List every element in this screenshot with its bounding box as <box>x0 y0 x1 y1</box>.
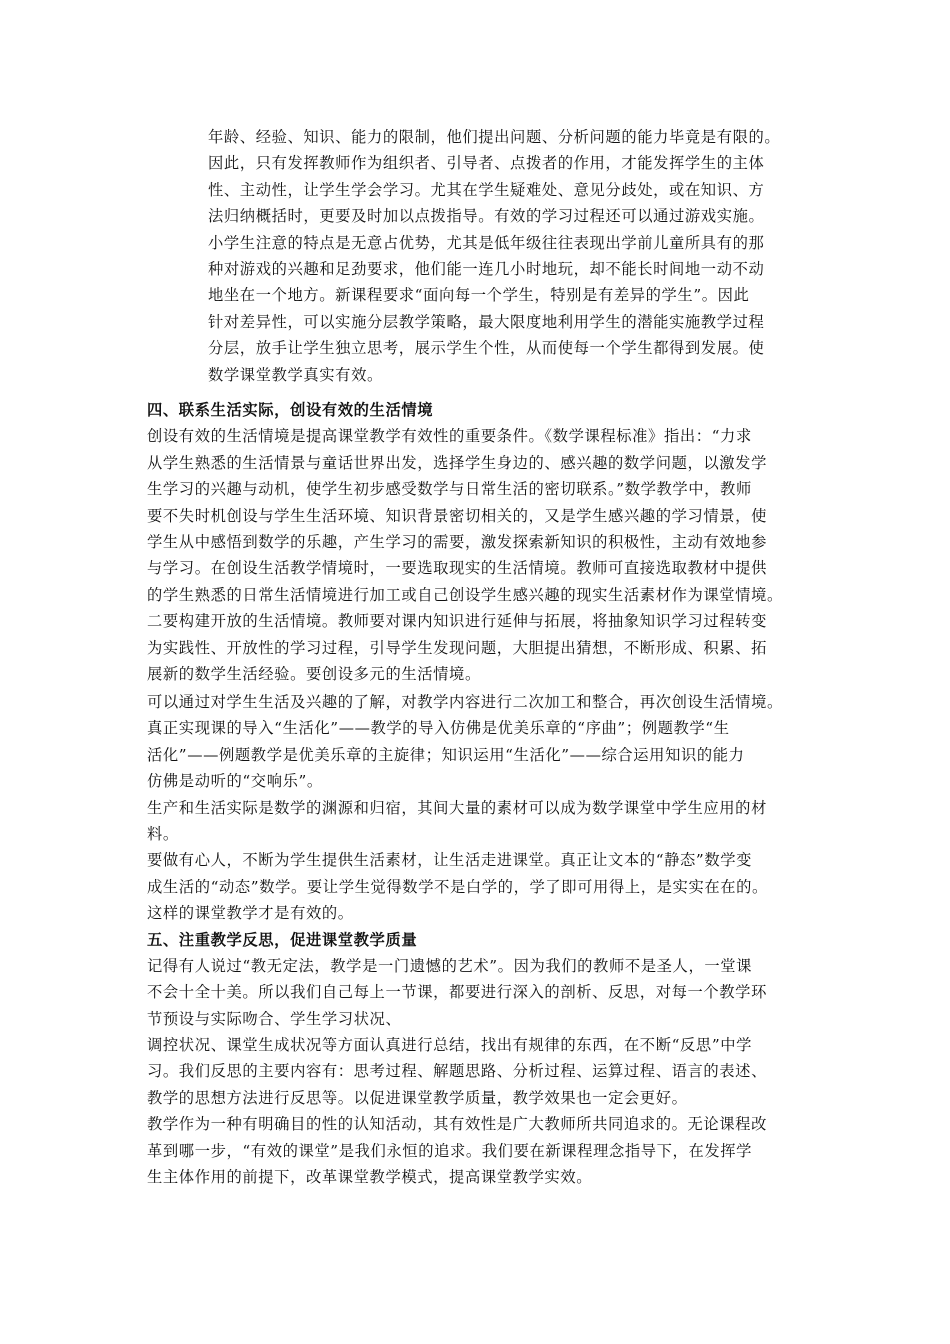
text-line: 生主体作用的前提下，改革课堂教学模式，提高课堂教学实效。 <box>147 1168 593 1187</box>
text-line: 教学的思想方法进行反思等。以促进课堂教学质量，教学效果也一定会更好。 <box>147 1088 688 1107</box>
text-line: 调控状况、课堂生成状况等方面认真进行总结，找出有规律的东西，在不断“反思”中学 <box>147 1036 753 1055</box>
text-line: 分层，放手让学生独立思考，展示学生个性，从而使每一个学生都得到发展。使 <box>208 339 765 358</box>
text-line: 与学习。在创设生活教学情境时，一要选取现实的生活情境。教师可直接选取教材中提供 <box>147 559 767 578</box>
text-line: 生产和生活实际是数学的渊源和归宿，其间大量的素材可以成为数学课堂中学生应用的材 <box>147 798 767 817</box>
text-line: 从学生熟悉的生活情景与童话世界出发，选择学生身边的、感兴趣的数学问题，以激发学 <box>147 453 767 472</box>
text-line: 节预设与实际吻合、学生学习状况、 <box>147 1009 402 1028</box>
text-line: 这样的课堂教学才是有效的。 <box>147 904 354 923</box>
text-line: 要做有心人，不断为学生提供生活素材，让生活走进课堂。真正让文本的“静态”数学变 <box>147 851 753 870</box>
section-4 <box>147 397 783 687</box>
text-line: 生学习的兴趣与动机，使学生初步感受数学与日常生活的密切联系。”数学教学中，教师 <box>147 480 752 499</box>
text-line: 习。我们反思的主要内容有：思考过程、解题思路、分析过程、运算过程、语言的表述、 <box>147 1062 767 1081</box>
text-line: 数学课堂教学真实有效。 <box>208 365 383 384</box>
text-line: 可以通过对学生生活及兴趣的了解，对教学内容进行二次加工和整合，再次创设生活情境。 <box>147 693 783 711</box>
text-line: 二要构建开放的生活情境。教师要对课内知识进行延伸与拓展，将抽象知识学习过程转变 <box>147 612 767 631</box>
text-line: 革到哪一步，“有效的课堂”是我们永恒的追求。我们要在新课程理念指导下，在发挥学 <box>147 1141 753 1160</box>
text-line: 因此，只有发挥教师作为组织者、引导者、点拨者的作用，才能发挥学生的主体 <box>208 154 765 173</box>
text-line: 性、主动性，让学生学会学习。尤其在学生疑难处、意见分歧处，或在知识、方 <box>208 180 765 199</box>
text-line: 小学生注意的特点是无意占优势，尤其是低年级往往表现出学前儿童所具有的那 <box>208 233 765 252</box>
text-line: 不会十全十美。所以我们自己每上一节课，都要进行深入的剖析、反思，对每一个教学环 <box>147 983 767 1002</box>
text-line: 创设有效的生活情境是提高课堂教学有效性的重要条件。《数学课程标准》指出：“力求 <box>147 427 752 446</box>
text-line: 料。 <box>147 824 179 843</box>
text-line: 真正实现课的导入“生活化”——教学的导入仿佛是优美乐章的“序曲”；例题教学“生 <box>147 719 730 738</box>
text-line: 法归纳概括时，更要及时加以点拨指导。有效的学习过程还可以通过游戏实施。 <box>208 207 765 226</box>
text-line: 针对差异性，可以实施分层教学策略，最大限度地利用学生的潜能实施教学过程 <box>208 312 765 331</box>
text-line: 活化”——例题教学是优美乐章的主旋律；知识运用“生活化”——综合运用知识的能力 <box>147 745 745 764</box>
text-line: 展新的数学生活经验。要创设多元的生活情境。 <box>147 664 481 683</box>
section-heading: 五、注重教学反思，促进课堂教学质量 <box>147 930 418 949</box>
indented-paragraph <box>208 124 780 388</box>
text-line: 年龄、经验、知识、能力的限制，他们提出问题、分析问题的能力毕竟是有限的。 <box>208 128 781 146</box>
text-line: 成生活的“动态”数学。要让学生觉得数学不是白学的，学了即可用得上，是实实在在的。 <box>147 877 768 896</box>
text-line: 地坐在一个地方。新课程要求“面向每一个学生，特别是有差异的学生”。因此 <box>208 286 750 305</box>
text-line: 学生从中感悟到数学的乐趣，产生学习的需要，激发探索新知识的积极性，主动有效地参 <box>147 532 767 551</box>
text-line: 仿佛是动听的“交响乐”。 <box>147 772 323 791</box>
section-heading: 四、联系生活实际，创设有效的生活情境 <box>147 401 434 419</box>
text-line: 为实践性、开放性的学习过程，引导学生发现问题，大胆提出猜想，不断形成、积累、拓 <box>147 638 767 657</box>
text-line: 记得有人说过“教无定法，教学是一门遗憾的艺术”。因为我们的教师不是圣人，一堂课 <box>147 956 753 975</box>
text-line: 教学作为一种有明确目的性的认知活动，其有效性是广大教师所共同追求的。无论课程改 <box>147 1115 767 1134</box>
text-line: 种对游戏的兴趣和足劲要求，他们能一连几小时地玩，却不能长时间地一动不动 <box>208 259 765 278</box>
text-line: 要不失时机创设与学生生活环境、知识背景密切相关的，又是学生感兴趣的学习情景，使 <box>147 506 767 525</box>
text-line: 的学生熟悉的日常生活情境进行加工或自己创设学生感兴趣的现实生活素材作为课堂情境。 <box>147 585 783 604</box>
section-4-continued <box>147 689 783 1190</box>
